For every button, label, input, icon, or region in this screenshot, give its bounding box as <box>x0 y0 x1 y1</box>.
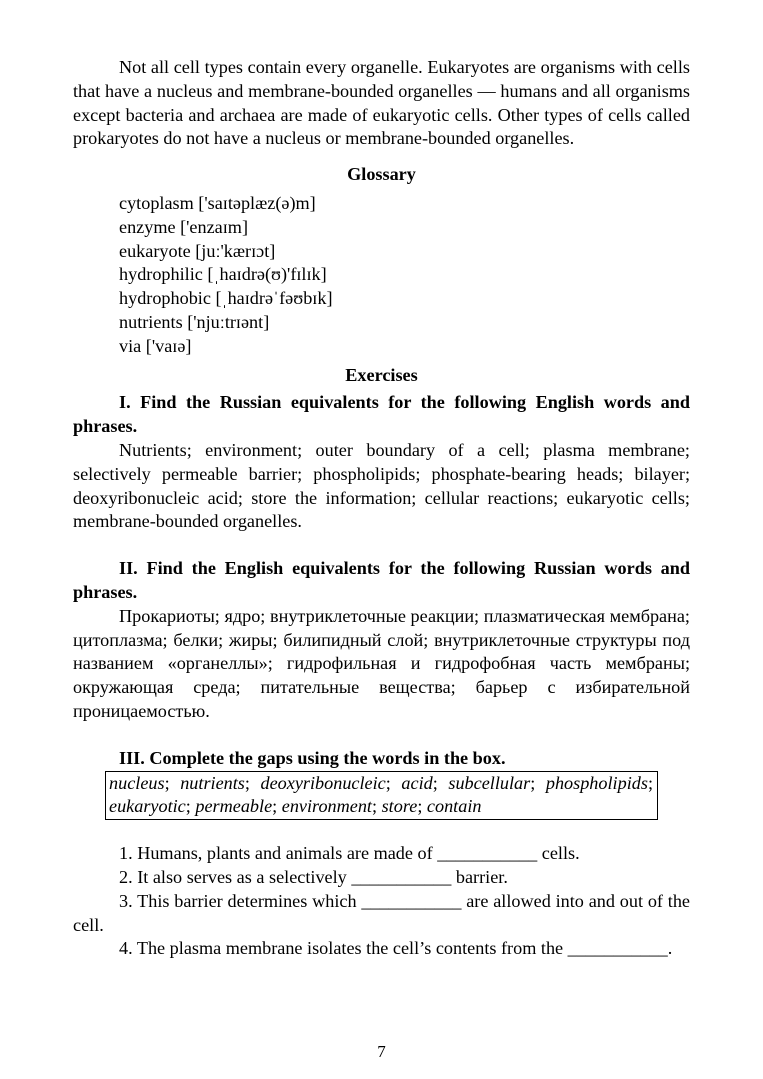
box-word: deoxyribonucleic <box>260 772 386 793</box>
box-word: phospholipids <box>545 772 648 793</box>
word-box: nucleus; nutrients; deoxyribonucleic; acid; subcellular; phospholipids; eukaryotic; permeable; environment; store; contain <box>105 771 658 821</box>
glossary-entry-enzyme: enzyme ['enzaɪm] <box>119 216 248 237</box>
gap-sentence-4: 4. The plasma membrane isolates the cell’s contents from the ___________. <box>119 938 673 959</box>
box-word: permeable <box>195 796 273 817</box>
gap-sentence-3: 3. This barrier determines which ___________ are allowed into and out of the cell. <box>73 890 690 935</box>
exercise-1-title: I. Find the Russian equivalents for the following English words and phrases. <box>73 392 690 437</box>
box-word: nucleus <box>109 772 165 793</box>
gap-sentence-1: 1. Humans, plants and animals are made of ___________ cells. <box>119 843 580 864</box>
box-word: nutrients <box>180 772 245 793</box>
exercise-3 <box>73 747 690 961</box>
box-word: contain <box>426 796 482 817</box>
exercise-1 <box>73 391 690 534</box>
exercise-2 <box>73 557 690 724</box>
exercise-3-title: III. Complete the gaps using the words in the box. <box>119 747 506 768</box>
exercise-2-title: II. Find the English equivalents for the following Russian words and phrases. <box>73 558 690 602</box>
box-word: acid <box>401 772 433 793</box>
box-word: environment <box>281 796 372 817</box>
exercises-title: Exercises <box>345 364 418 385</box>
page-number: 7 <box>377 1042 386 1061</box>
gap-sentence-2: 2. It also serves as a selectively ___________ barrier. <box>119 866 508 887</box>
glossary-title: Glossary <box>347 164 416 185</box>
box-word: eukaryotic <box>109 796 186 817</box>
glossary-list <box>73 192 690 359</box>
exercise-2-body: Прокариоты; ядро; внутриклеточные реакции; плазматическая мембрана; цитоплазма; белки; жиры; билипидный слой; внутриклеточные структуры под названием «органеллы»; гидрофильная и гидрофобная часть мембраны; окружающая среда; питательные вещества; барьер с избирательной проницаемостью. <box>73 605 690 721</box>
intro-paragraph: Not all cell types contain every organelle. Eukaryotes are organisms with cells that have a nucleus and membrane-bounded organelles — humans and all organisms except bacteria and archaea are made of eukaryotic cells. Other types of cells called prokaryotes do not have a nucleus or membrane-bounded organelles. <box>73 57 690 149</box>
box-word: subcellular <box>448 772 531 793</box>
box-word: store <box>381 796 418 817</box>
gap-sentences <box>73 842 690 961</box>
glossary-entry-hydrophobic: hydrophobic [ˌhaɪdrəˈfəʊbɪk] <box>119 288 333 309</box>
glossary-entry-nutrients: nutrients ['njuːtrɪənt] <box>119 311 270 332</box>
glossary-entry-hydrophilic: hydrophilic [ˌhaɪdrə(ʊ)'fɪlɪk] <box>119 264 327 285</box>
exercise-1-body: Nutrients; environment; outer boundary of a cell; plasma membrane; selectively permeable barrier; phospholipids; phosphate-bearing heads; bilayer; deoxyribonucleic acid; store the information; cellular reactions; eukaryotic cells; membrane-bounded organelles. <box>73 439 690 532</box>
glossary-entry-cytoplasm: cytoplasm ['saɪtəplæz(ə)m] <box>119 192 316 213</box>
glossary-entry-eukaryote: eukaryote [juː'kærɪɔt] <box>119 240 276 261</box>
page-content <box>73 56 690 961</box>
glossary-entry-via: via ['vaɪə] <box>119 335 192 356</box>
